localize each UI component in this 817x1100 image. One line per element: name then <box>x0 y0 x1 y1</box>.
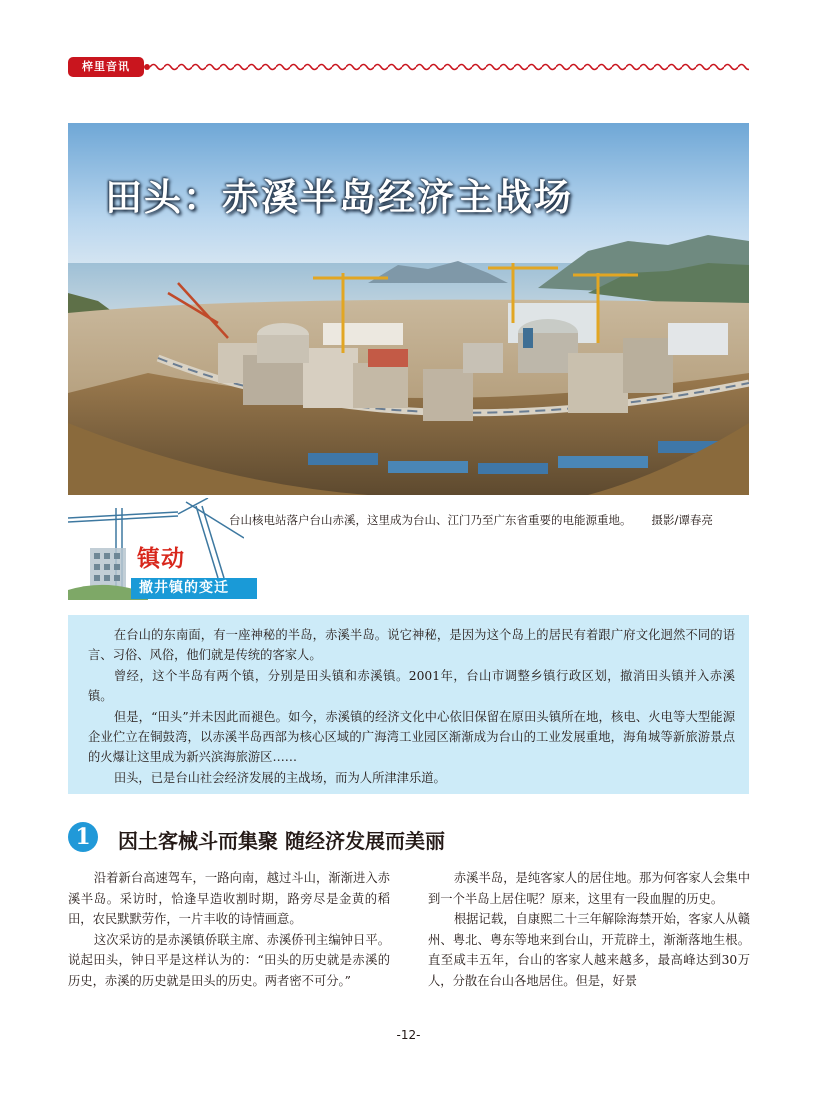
section-label-subtitle: 撤井镇的变迁 <box>131 578 257 599</box>
body-paragraph: 沿着新台高速驾车，一路向南，越过斗山，渐渐进入赤溪半岛。采访时，恰逢早造收割时期，路旁尽是金黄的稻田，农民默默劳作，一片丰收的诗情画意。 <box>68 871 390 927</box>
page-number: -12- <box>396 1028 421 1042</box>
body-column-left <box>68 868 390 992</box>
section-heading: 因土客械斗而集聚 随经济发展而美丽 <box>118 829 445 853</box>
intro-paragraph: 在台山的东南面，有一座神秘的半岛，赤溪半岛。说它神秘，是因为这个岛上的居民有着跟广府文化迥然不同的语言、习俗、风俗，他们就是传统的客家人。 <box>88 628 735 663</box>
caption-text: 台山核电站落户台山赤溪，这里成为台山、江门乃至广东省重要的电能源重地。 <box>229 513 632 527</box>
intro-paragraph: 但是，“田头”并未因此而褪色。如今，赤溪镇的经济文化中心依旧保留在原田头镇所在地，核电、火电等大型能源企业伫立在铜鼓湾，以赤溪半岛西部为核心区域的广海湾工业园区渐渐成为台山的工业发展重地，海角城等新旅游景点的火爆让这里成为新兴滨海旅游区…… <box>88 709 735 765</box>
photo-credit: 摄影/谭春亮 <box>651 513 713 527</box>
body-paragraph: 这次采访的是赤溪镇侨联主席、赤溪侨刊主编钟日平。说起田头，钟日平是这样认为的：“田头的历史就是赤溪的历史，赤溪的历史就是田头的历史。两者密不可分。” <box>68 932 390 988</box>
photo-caption <box>229 512 713 528</box>
body-paragraph: 赤溪半岛，是纯客家人的居住地。那为何客家人会集中到一个半岛上居住呢？原来，这里有一段血腥的历史。 <box>428 871 750 906</box>
intro-paragraph: 曾经，这个半岛有两个镇，分别是田头镇和赤溪镇。2001年，台山市调整乡镇行政区划，撤消田头镇并入赤溪镇。 <box>88 668 735 704</box>
header-decorative-rule <box>150 62 749 72</box>
section-number-badge: 1 <box>68 822 98 852</box>
intro-box <box>68 615 749 794</box>
body-column-right <box>428 868 750 992</box>
hero-photo <box>68 123 749 495</box>
body-paragraph: 根据记载，自康熙二十三年解除海禁开始，客家人从赣州、粤北、粤东等地来到台山，开荒辟土，渐渐落地生根。直至咸丰五年，台山的客家人越来越多，最高峰达到30万人，分散在台山各地居住。但是，好景 <box>428 912 750 988</box>
intro-paragraph: 田头，已是台山社会经济发展的主战场，而为人所津津乐道。 <box>113 770 446 785</box>
hero-title: 田头：赤溪半岛经济主战场 <box>105 175 573 219</box>
column-badge: 梓里音讯 <box>68 57 144 77</box>
section-label-title: 镇动 <box>137 546 185 572</box>
